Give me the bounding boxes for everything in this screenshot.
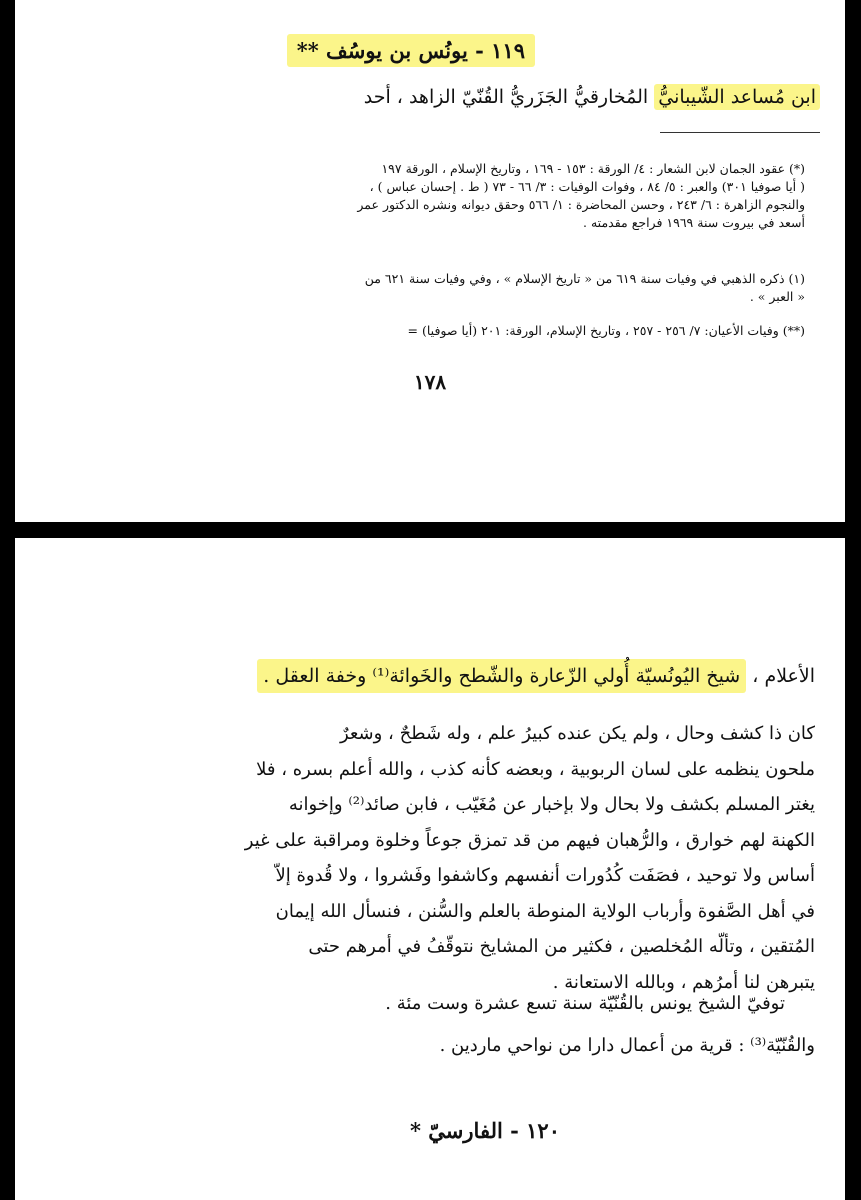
highlighted-phrase: شيخ اليُونُسيّة أُولي الزّعارة والشّطح والخَوائة⁽¹⁾ وخفة العقل . (257, 659, 746, 693)
paragraph-line: كان ذا كشف وحال ، ولم يكن عنده كبيرُ علم ، وله شَطحٌ ، وشعرٌ (339, 723, 815, 744)
footnote-divider (660, 132, 820, 133)
paragraph-line: الكهنة لهم خوارق ، والرُّهبان فيهم من قد تمزق جوعاً وخلوة ومراقبة على غير (244, 829, 815, 851)
footnote-line: « العبر » . (749, 289, 805, 304)
paragraph-line: يغتر المسلم بكشف ولا بحال ولا بإخبار عن مُغَيّب ، فابن صائد⁽²⁾ وإخوانه (288, 794, 815, 815)
source-footnote (85, 160, 805, 232)
footnote-line: ( أيا صوفيا ٣٠١) والعبر : ٥/ ٨٤ ، وفوات الوفيات : ٣/ ٦٦ - ٧٣ ( ط . إحسان عباس ) ، (369, 179, 805, 194)
entry-first-line-rest: المُخارقيُّ الجَزَريُّ القُنّيّ الزاهد ، أحد (363, 86, 655, 108)
footnote-line: (١) ذكره الذهبي في وفيات سنة ٦١٩ من « تاريخ الإسلام » ، وفي وفيات سنة ٦٢١ من (364, 271, 805, 286)
highlighted-phrase: ابن مُساعد الشّيبانيُّ (654, 84, 820, 110)
entry-heading-120: ١٢٠ - الفارسيّ * (410, 1118, 560, 1143)
footnote-2: (**) وفيات الأعيان: ٧/ ٢٥٦ - ٢٥٧ ، وتاريخ الإسلام، الورقة: ٢٠١ (أيا صوفيا) = (407, 323, 805, 338)
paragraph-line: في أهل الصَّفوة وأرباب الولاية المنوطة بالعلم والسُّنن ، فنسأل الله إيمان (275, 900, 815, 922)
paragraph-line: ملحون ينظمه على لسان الربوبية ، وبعضه كأنه كذب ، والله أعلم بسره ، فلا (256, 758, 815, 780)
paragraph-line: المُتقين ، وتألّه المُخلصين ، فكثير من المشايخ نتوقّفُ في أمرهم حتى (308, 936, 815, 957)
biography-paragraph (55, 716, 815, 1000)
footnote-line: (*) عقود الجمان لابن الشعار : ٤/ الورقة : ١٥٣ - ١٦٩ ، وتاريخ الإسلام ، الورقة ١٩٧ (381, 161, 805, 176)
footnote-line: أسعد في بيروت سنة ١٩٦٩ فراجع مقدمته . (583, 215, 805, 230)
footnote-1 (85, 270, 805, 306)
footnote-line: والنجوم الزاهرة : ٦/ ٢٤٣ ، وحسن المحاضرة : ١/ ٥٦٦ وحقق ديوانه ونشره الدكتور عمر (357, 197, 805, 212)
continued-line-start: الأعلام ، (746, 665, 815, 687)
place-note-line: والقُنّيّة⁽³⁾ : قرية من أعمال دارا من نواحي ماردين . (439, 1035, 815, 1056)
paragraph-line: أساس ولا توحيد ، فصَفَت كُدُورات أنفسهم وكاشفوا وفَشروا ، ولا قُدوة إلاّ (275, 865, 815, 886)
entry-heading-119: ١١٩ - يونُس بن يوسُف ** (287, 34, 535, 67)
scanned-page-top (15, 0, 845, 522)
entry-first-line (364, 86, 820, 108)
death-date-line: توفيّ الشيخ يونس بالقُنّيّة سنة تسع عشرة وست مئة . (385, 993, 785, 1014)
paragraph-line: يتبرهن لنا أمرُهم ، وبالله الاستعانة . (552, 971, 815, 993)
page-number: ١٧٨ (413, 370, 447, 394)
continued-line (257, 665, 815, 687)
scanned-page-bottom (15, 538, 845, 1200)
